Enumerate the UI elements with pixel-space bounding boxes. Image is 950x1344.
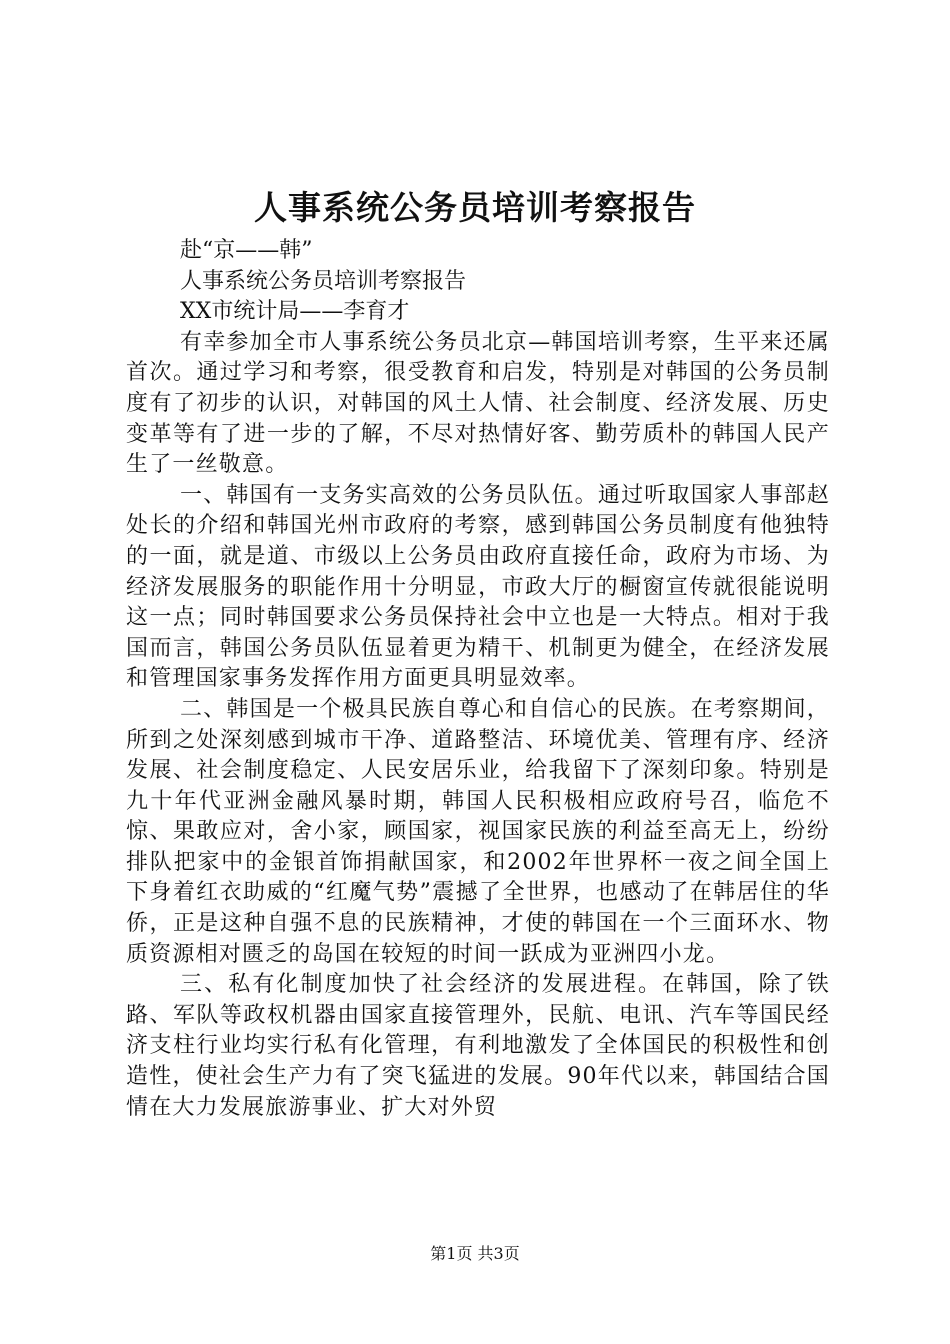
document-body (126, 236, 830, 1123)
heading-line-author: XX市统计局——李育才 (180, 299, 410, 325)
paragraph-section-2: 二、韩国是一个极具民族自尊心和自信心的民族。在考察期间，所到之处深刻感到城市干净、道路整洁、环境优美、管理有序、经济发展、社会制度稳定、人民安居乐业，给我留下了深刻印象。特别是九十年代亚洲金融风暴时期，韩国人民积极相应政府号召，临危不惊、果敢应对，舍小家，顾国家，视国家民族的利益至高无上，纷纷排队把家中的金银首饰捐献国家，和2002年世界杯一夜之间全国上下身着红衣助威的“红魔气势”震撼了全世界，也感动了在韩居住的华侨，正是这种自强不息的民族精神，才使的韩国在一个三面环水、物质资源相对匮乏的岛国在较短的时间一跃成为亚洲四小龙。 (126, 696, 830, 967)
paragraph-section-3: 三、私有化制度加快了社会经济的发展进程。在韩国，除了铁路、军队等政权机器由国家直接管理外，民航、电讯、汽车等国民经济支柱行业均实行私有化管理，有利地激发了全体国民的积极性和创造性，使社会生产力有了突飞猛进的发展。90年代以来，韩国结合国情在大力发展旅游事业、扩大对外贸 (126, 972, 830, 1120)
paragraph-section-1: 一、韩国有一支务实高效的公务员队伍。通过听取国家人事部赵处长的介绍和韩国光州市政府的考察，感到韩国公务员制度有他独特的一面，就是道、市级以上公务员由政府直接任命，政府为市场、为经济发展服务的职能作用十分明显，市政大厅的橱窗宣传就很能说明这一点；同时韩国要求公务员保持社会中立也是一大特点。相对于我国而言，韩国公务员队伍显着更为精干、机制更为健全，在经济发展和管理国家事务发挥作用方面更具明显效率。 (126, 482, 830, 692)
page-number-footer: 第1页 共3页 (430, 1244, 520, 1263)
heading-line-destination: 赴“京——韩” (180, 238, 313, 263)
paragraph-intro: 有幸参加全市人事系统公务员北京—韩国培训考察，生平来还属首次。通过学习和考察，很受教育和启发，特别是对韩国的公务员制度有了初步的认识，对韩国的风土人情、社会制度、经济发展、历史变革等有了进一步的了解，不尽对热情好客、勤劳质朴的韩国人民产生了一丝敬意。 (126, 329, 830, 478)
document-title: 人事系统公务员培训考察报告 (254, 188, 696, 227)
heading-line-subtitle: 人事系统公务员培训考察报告 (180, 268, 467, 294)
